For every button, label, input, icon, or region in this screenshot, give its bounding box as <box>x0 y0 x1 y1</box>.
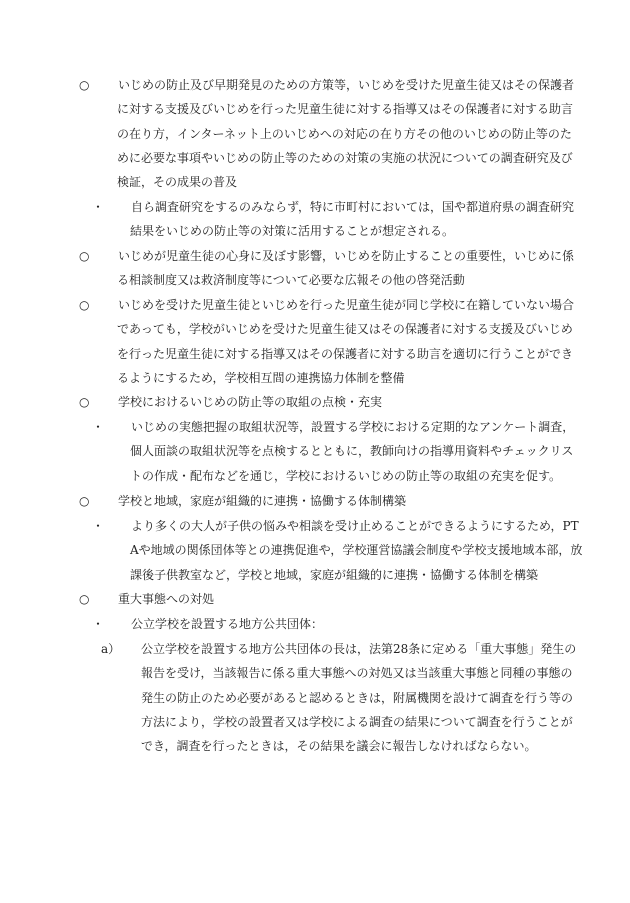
item-community <box>79 489 583 513</box>
item-awareness <box>79 244 583 293</box>
dot-bullet-icon: ・ <box>92 200 105 214</box>
subitem-a <box>101 637 584 758</box>
subitem-public-school <box>92 612 583 636</box>
item-serious-case-text: 重大事態への対処 <box>118 592 215 606</box>
item-awareness-text: いじめが児童生徒の心身に及ぼす影響，いじめを防止することの重要性，いじめに係る相談制度又は救済制度等について必要な広報その他の啓発活動 <box>117 249 575 288</box>
item-community-text: 学校と地域，家庭が組織的に連携・協働する体制構築 <box>118 494 407 508</box>
circle-bullet-icon: ○ <box>79 249 90 263</box>
subitem-public-school-text: 公立学校を設置する地方公共団体： <box>131 617 324 631</box>
item-serious-case <box>79 587 583 611</box>
circle-bullet-icon: ○ <box>79 494 90 508</box>
circle-bullet-icon: ○ <box>79 298 90 312</box>
circle-bullet-icon: ○ <box>79 395 90 409</box>
subitem-research-use-text: 自ら調査研究をするのみならず，特に市町村においては，国や都道府県の調査研究結果をいじめの防止等の対策に活用することが想定される。 <box>130 200 575 239</box>
subitem-research-use <box>92 195 583 244</box>
item-school-cooperation-text: いじめを受けた児童生徒といじめを行った児童生徒が同じ学校に在籍していない場合であっても，学校がいじめを受けた児童生徒又はその保護者に対する支援及びいじめを行った児童生徒に対する指導又はその保護者に対する助言を適切に行うことができるようにするため，学校相互間の連携協力体制を整備 <box>117 298 575 385</box>
dot-bullet-icon: ・ <box>92 519 105 533</box>
dot-bullet-icon: ・ <box>92 617 105 631</box>
item-inspection <box>79 390 583 414</box>
subitem-community-detail-text: より多くの大人が子供の悩みや相談を受け止めることができるようにするため，PTAや地域の関係団体等との連携促進や，学校運営協議会制度や学校支援地域本部，放課後子供教室など，学校と地域，家庭が組織的に連携・協働する体制を構築 <box>130 519 583 582</box>
item-school-cooperation <box>79 293 583 390</box>
subitem-inspection-detail <box>92 415 583 488</box>
subitem-community-detail <box>92 514 583 587</box>
circle-bullet-icon: ○ <box>79 592 90 606</box>
dot-bullet-icon: ・ <box>92 420 105 434</box>
circle-bullet-icon: ○ <box>79 78 90 92</box>
subitem-a-text: 公立学校を設置する地方公共団体の長は，法第28条に定める「重大事態」発生の報告を受け，当該報告に係る重大事態への対処又は当該重大事態と同種の事態の発生の防止のため必要があると認めるときは，附属機関を設けて調査を行う等の方法により，学校の設置者又は学校による調査の結果について調査を行うことができ，調査を行ったときは，その結果を議会に報告しなければならない。 <box>141 642 577 754</box>
item-letter-marker: a） <box>101 642 121 656</box>
item-research <box>79 73 583 194</box>
item-research-text: いじめの防止及び早期発見のための方策等，いじめを受けた児童生徒又はその保護者に対する支援及びいじめを行った児童生徒に対する指導又はその保護者に対する助言の在り方，インターネット上のいじめへの対応の在り方その他のいじめの防止等のために必要な事項やいじめの防止等のための対策の実施の状況についての調査研究及び検証，その成果の普及 <box>117 78 575 190</box>
item-inspection-text: 学校におけるいじめの防止等の取組の点検・充実 <box>118 395 383 409</box>
subitem-inspection-detail-text: いじめの実態把握の取組状況等，設置する学校における定期的なアンケート調査，個人面談の取組状況等を点検するとともに，教師向けの指導用資料やチェックリストの作成・配布などを通じ，学校におけるいじめの防止等の取組の充実を促す。 <box>130 420 575 483</box>
